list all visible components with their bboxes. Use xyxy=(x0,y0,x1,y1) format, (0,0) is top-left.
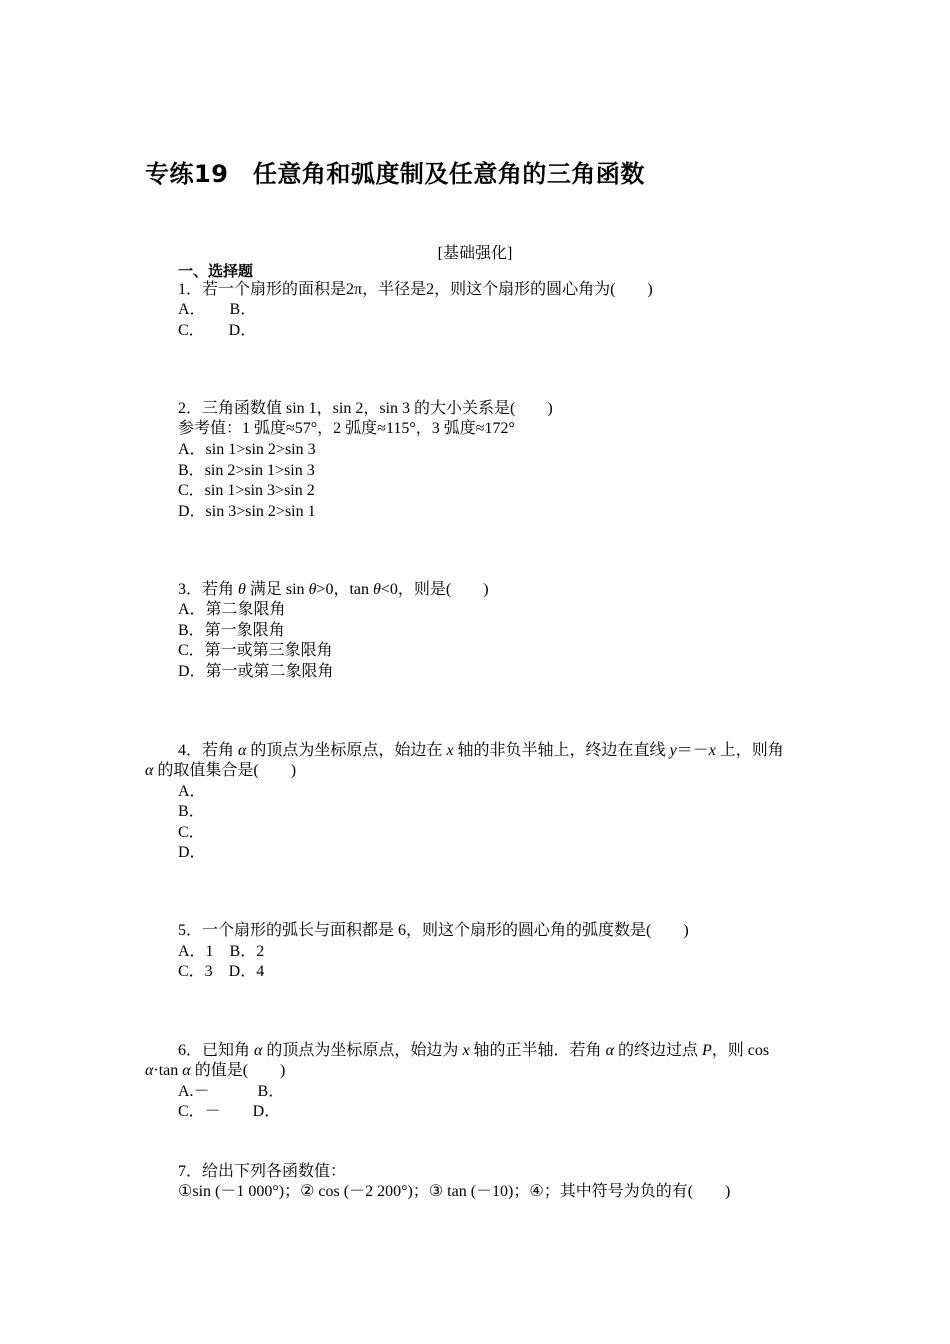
page-title: 专练19 任意角和弧度制及任意角的三角函数 xyxy=(145,160,645,188)
subheading: [基础强化] xyxy=(437,245,513,262)
question-5-options-cd: C．3 D．4 xyxy=(178,963,265,980)
question-6-stem-line-2: α·tan α 的值是( ) xyxy=(145,1062,286,1079)
question-5-stem: 5．一个扇形的弧长与面积都是 6，则这个扇形的圆心角的弧度数是( ) xyxy=(178,922,689,939)
question-2-reference: 参考值：1 弧度≈57°，2 弧度≈115°，3 弧度≈172° xyxy=(178,420,515,437)
question-4-stem-line-1: 4．若角 α 的顶点为坐标原点，始边在 x 轴的非负半轴上，终边在直线 y＝－x 上，则角 xyxy=(178,742,784,759)
question-5-options-ab: A．1 B．2 xyxy=(178,943,265,960)
question-7-stem: 7．给出下列各函数值： xyxy=(178,1163,347,1180)
question-1-options-cd: C． D． xyxy=(178,322,257,339)
question-3-option-c: C．第一或第三象限角 xyxy=(178,642,333,659)
question-4-stem-line-2: α 的取值集合是( ) xyxy=(145,762,297,779)
question-6-options-cd: C．－ D． xyxy=(178,1103,281,1120)
question-2-option-a: A．sin 1>sin 2>sin 3 xyxy=(178,441,316,458)
question-2-option-c: C．sin 1>sin 3>sin 2 xyxy=(178,482,315,499)
question-1-stem: 1．若一个扇形的面积是2π，半径是2，则这个扇形的圆心角为( ) xyxy=(178,281,653,298)
question-4-option-c: C． xyxy=(178,824,205,841)
question-2-stem: 2．三角函数值 sin 1，sin 2，sin 3 的大小关系是( ) xyxy=(178,400,553,417)
question-4-option-d: D． xyxy=(178,844,206,861)
question-6-options-ab: A.－ B． xyxy=(178,1083,285,1100)
question-2-option-b: B．sin 2>sin 1>sin 3 xyxy=(178,462,315,479)
question-7-items: ①sin (－1 000°)；② cos (－2 200°)；③ tan (－10)；④；其中符号为负的有( ) xyxy=(178,1183,731,1200)
question-4-option-a: A． xyxy=(178,783,206,800)
question-3-option-a: A．第二象限角 xyxy=(178,601,286,618)
section-heading: 一、选择题 xyxy=(178,262,254,280)
question-3-option-d: D．第一或第二象限角 xyxy=(178,663,334,680)
question-4-option-b: B． xyxy=(178,803,205,820)
question-3-stem: 3．若角 θ 满足 sin θ>0，tan θ<0，则是( ) xyxy=(178,581,489,598)
question-6-stem-line-1: 6．已知角 α 的顶点为坐标原点，始边为 x 轴的正半轴．若角 α 的终边过点 P，则 cos xyxy=(178,1042,770,1059)
question-3-option-b: B．第一象限角 xyxy=(178,622,285,639)
question-2-option-d: D．sin 3>sin 2>sin 1 xyxy=(178,503,316,520)
question-1-options-ab: A． B． xyxy=(178,301,257,318)
